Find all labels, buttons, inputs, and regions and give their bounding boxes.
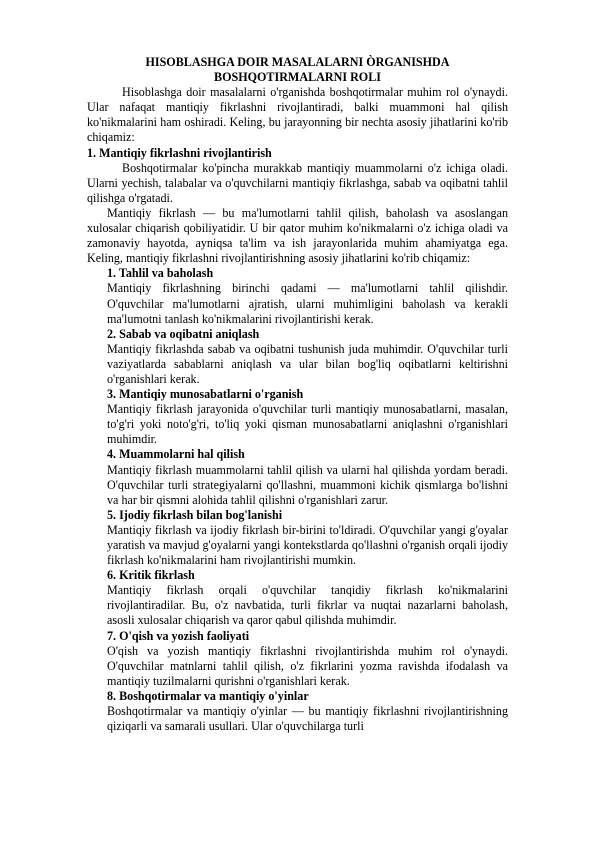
- subsection-text: Mantiqiy fikrlashning birinchi qadami — ma'lumotlarni tahlil qilishdir. O'quvchilar ma'lumotlarni ajratish, ularni muhimligini baholash va kerakli ma'lumotni tanlash ko'nikmalarini rivojlantirishi kerak.: [107, 281, 508, 326]
- document-title: HISOBLASHGA DOIR MASALALARNI ÒRGANISHDA BOSHQOTIRMALARNI ROLI: [145, 55, 450, 85]
- section1-paragraph-1: Boshqotirmalar ko'pincha murakkab mantiqiy muammolarni o'z ichiga oladi. Ularni yechish, talabalar va o'quvchilarni mantiqiy fikrlashga, sabab va oqibatni tahlil qilishga o'rgatadi.: [87, 160, 508, 205]
- subsection-text: O'qish va yozish mantiqiy fikrlashni rivojlantirishda muhim rol o'ynaydi. O'quvchilar matnlarni tahlil qilish, o'z fikrlarini yozma ravishda ifodalash va mantiqiy tuzilmalarni qurishni o'rganishlari kerak.: [107, 643, 508, 688]
- subsection-text: Mantiqiy fikrlash va ijodiy fikrlash bir-birini to'ldiradi. O'quvchilar yangi g'oyalar yaratish va mavjud g'oyalarni yangi kontekstlarda qo'llashni o'rganish orqali ijodiy fikrlash ko'nikmalarini ham rivojlantirishi mumkin.: [107, 522, 508, 568]
- subsection-text: Mantiqiy fikrlash orqali o'quvchilar tanqidiy fikrlash ko'nikmalarini rivojlantiradilar. Bu, o'z navbatida, turli fikrlar va nuqtai nazarlarni baholash, asosli xulosalar chiqarish va qaror qabul qilishda muhimdir.: [107, 583, 508, 628]
- subsection-text: Boshqotirmalar va mantiqiy o'yinlar — bu mantiqiy fikrlashni rivojlantirishning qiziqarli va samarali usullari. Ular o'quvchilarga turli: [107, 704, 508, 734]
- subsection-text: Mantiqiy fikrlashda sabab va oqibatni tushunish juda muhimdir. O'quvchilar turli vaziyatlarda sabablarni aniqlash va ular bilan bog'liq oqibatlarni keltirishni o'rganishlari kerak.: [107, 341, 508, 386]
- subsection-heading: 5. Ijodiy fikrlash bilan bog'lanishi: [107, 507, 283, 522]
- subsection-heading: 6. Kritik fikrlash: [107, 568, 195, 583]
- document-page: [87, 55, 508, 734]
- subsection-heading: 7. O'qish va yozish faoliyati: [107, 628, 250, 643]
- subsection-heading: 3. Mantiqiy munosabatlarni o'rganish: [107, 387, 304, 402]
- intro-paragraph: Hisoblashga doir masalalarni o'rganishda boshqotirmalar muhim rol o'ynaydi. Ular nafaqat mantiqiy fikrlashni rivojlantiradi, balki muammoni hal qilish ko'nikmalarini ham oshiradi. Keling, bu jarayonning bir nechta asosiy jihatlarini ko'rib chiqamiz:: [87, 85, 508, 145]
- subsection-text: Mantiqiy fikrlash muammolarni tahlil qilish va ularni hal qilishda yordam beradi. O'quvchilar turli strategiyalarni qo'llashni, muammoni kichik qismlarga bo'lishni va har bir qismni alohida tahlil qilishni o'rganishlari zarur.: [107, 462, 508, 507]
- subsection-text: Mantiqiy fikrlash jarayonida o'quvchilar turli mantiqiy munosabatlarni, masalan, to'g'ri yoki noto'g'ri, to'liq yoki qisman munosabatlarni aniqlashni o'rganishlari muhimdir.: [107, 402, 508, 447]
- subsection-heading: 4. Muammolarni hal qilish: [107, 447, 245, 462]
- subsection-heading: 2. Sabab va oqibatni aniqlash: [107, 326, 260, 341]
- section1-paragraph-2: Mantiqiy fikrlash — bu ma'lumotlarni tahlil qilish, baholash va asoslangan xulosalar chiqarish qobiliyatidir. U bir qator muhim ko'nikmalarni o'z ichiga oladi va zamonaviy hayotda, ayniqsa ta'lim va ish jarayonlarida muhim ahamiyatga ega. Keling, mantiqiy fikrlashni rivojlantirishning asosiy jihatlarini ko'rib chiqamiz:: [87, 205, 508, 266]
- subsection-heading: 1. Tahlil va baholash: [107, 266, 214, 281]
- subsection-list: [87, 266, 508, 734]
- subsection-heading: 8. Boshqotirmalar va mantiqiy o'yinlar: [107, 688, 309, 703]
- section-heading-1: 1. Mantiqiy fikrlashni rivojlantirish: [87, 145, 272, 160]
